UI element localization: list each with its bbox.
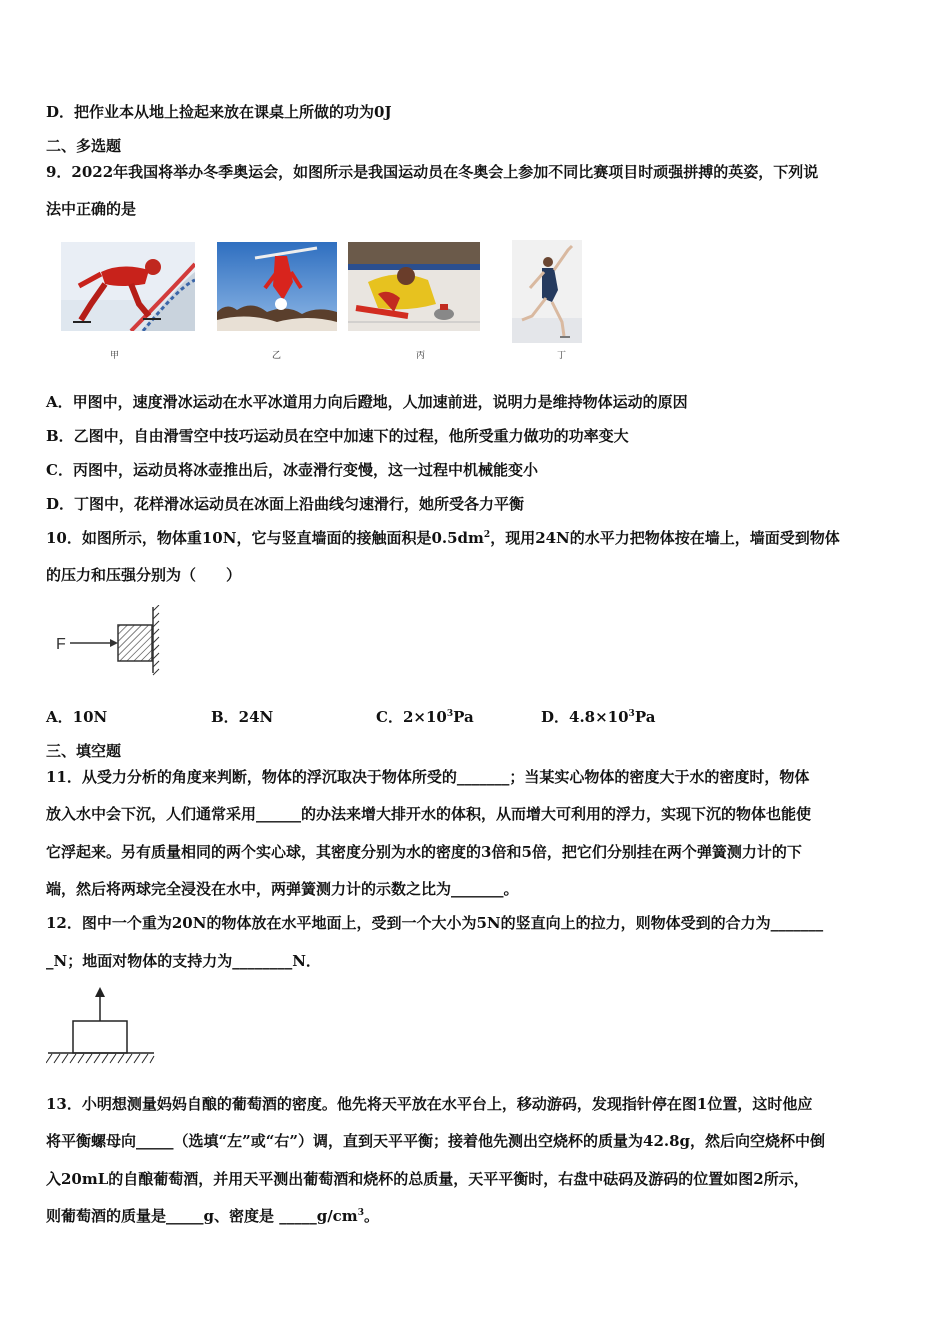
- q10-option-a: A．10N: [46, 708, 108, 726]
- q13-line4-end: 。: [363, 1207, 379, 1225]
- q11-line2: 放入水中会下沉，人们通常采用______的办法来增大排开水的体积，从而增大可利用的浮力，实现下沉的物体也能使: [46, 805, 812, 823]
- aerial-skiing-photo: [217, 242, 337, 331]
- block-on-wall-diagram: [48, 605, 168, 677]
- q13-line4: [46, 1206, 379, 1226]
- q9-option-c: C．丙图中，运动员将冰壶推出后，冰壶滑行变慢，这一过程中机械能变小: [46, 461, 538, 479]
- q9-option-a: A．甲图中，速度滑冰运动在水平冰道用力向后蹬地，人加速前进，说明力是维持物体运动的原因: [46, 393, 688, 411]
- q11-line3: 它浮起来。另有质量相同的两个实心球，其密度分别为水的密度的3倍和5倍，把它们分别挂在两个弹簧测力计的下: [46, 843, 802, 861]
- photo-caption-bing: 丙: [416, 351, 426, 361]
- curling-photo: [348, 242, 480, 331]
- q10-option-d-exponent: 3: [628, 709, 635, 719]
- q10-option-b: B．24N: [211, 708, 274, 726]
- q12-line1: 12．图中一个重为20N的物体放在水平地面上，受到一个大小为5N的竖直向上的拉力，则物体受到的合力为_______: [46, 914, 824, 932]
- q12-line2: _N；地面对物体的支持力为________N．: [46, 952, 321, 970]
- q10-stem-line2: 的压力和压强分别为（ ）: [46, 566, 242, 584]
- q9-option-b: B．乙图中，自由滑雪空中技巧运动员在空中加速下的过程，他所受重力做功的功率变大: [46, 427, 629, 445]
- section-title-multiple-choice: 二、多选题: [46, 137, 122, 155]
- q10-option-c-unit: Pa: [453, 708, 474, 726]
- q9-option-d: D．丁图中，花样滑冰运动员在冰面上沿曲线匀速滑行，她所受各力平衡: [46, 495, 525, 513]
- q10-option-d-text: D．4.8×10: [541, 708, 629, 726]
- q10-stem-text: 10．如图所示，物体重10N，它与竖直墙面的接触面积是0.5dm: [46, 529, 484, 547]
- q9-stem-line2: 法中正确的是: [46, 200, 137, 218]
- q9-stem-line1: 9．2022年我国将举办冬季奥运会，如图所示是我国运动员在冬奥会上参加不同比赛项目时顽强拼搏的英姿，下列说: [46, 163, 819, 181]
- q10-option-d: [541, 707, 655, 727]
- force-label: F: [56, 636, 66, 653]
- q10-option-c-exponent: 3: [446, 709, 454, 719]
- q10-stem-line1: [46, 528, 840, 548]
- q10-option-d-unit: Pa: [634, 708, 656, 726]
- q11-line4: 端，然后将两球完全浸没在水中，两弹簧测力计的示数之比为_______。: [46, 880, 519, 898]
- speed-skating-photo: [61, 242, 195, 331]
- q10-stem-superscript: 2: [483, 530, 491, 540]
- q13-line1: 13．小明想测量妈妈自酿的葡萄酒的密度。他先将天平放在水平台上，移动游码，发现指针停在图1位置，这时他应: [46, 1095, 813, 1113]
- q13-line2: 将平衡螺母向_____（选填“左”或“右”）调，直到天平平衡；接着他先测出空烧杯的质量为42.8g，然后向空烧杯中倒: [46, 1132, 826, 1150]
- photo-caption-jia: 甲: [110, 351, 120, 361]
- q10-option-c-text: C．2×10: [376, 708, 447, 726]
- photo-caption-yi: 乙: [272, 351, 282, 361]
- q10-stem-text-rest: ，现用24N的水平力把物体按在墙上，墙面受到物体: [490, 529, 840, 547]
- q11-line1: 11．从受力分析的角度来判断，物体的浮沉取决于物体所受的_______；当某实心物体的密度大于水的密度时，物体: [46, 768, 810, 786]
- section-title-fill-in: 三、填空题: [46, 742, 122, 760]
- photo-caption-ding: 丁: [557, 351, 567, 361]
- figure-skating-photo: [512, 240, 582, 343]
- q13-line3: 入20mL的自酿葡萄酒，并用天平测出葡萄酒和烧杯的总质量，天平平衡时，右盘中砝码及游码的位置如图2所示，: [46, 1170, 809, 1188]
- q10-option-c: [376, 707, 474, 727]
- q13-line4-text: 则葡萄酒的质量是_____g、密度是 _____g/cm: [46, 1207, 358, 1225]
- q13-line4-superscript: 3: [357, 1208, 364, 1218]
- block-on-ground-diagram: [46, 984, 158, 1068]
- q8-option-d: D．把作业本从地上捡起来放在课桌上所做的功为0J: [46, 103, 392, 121]
